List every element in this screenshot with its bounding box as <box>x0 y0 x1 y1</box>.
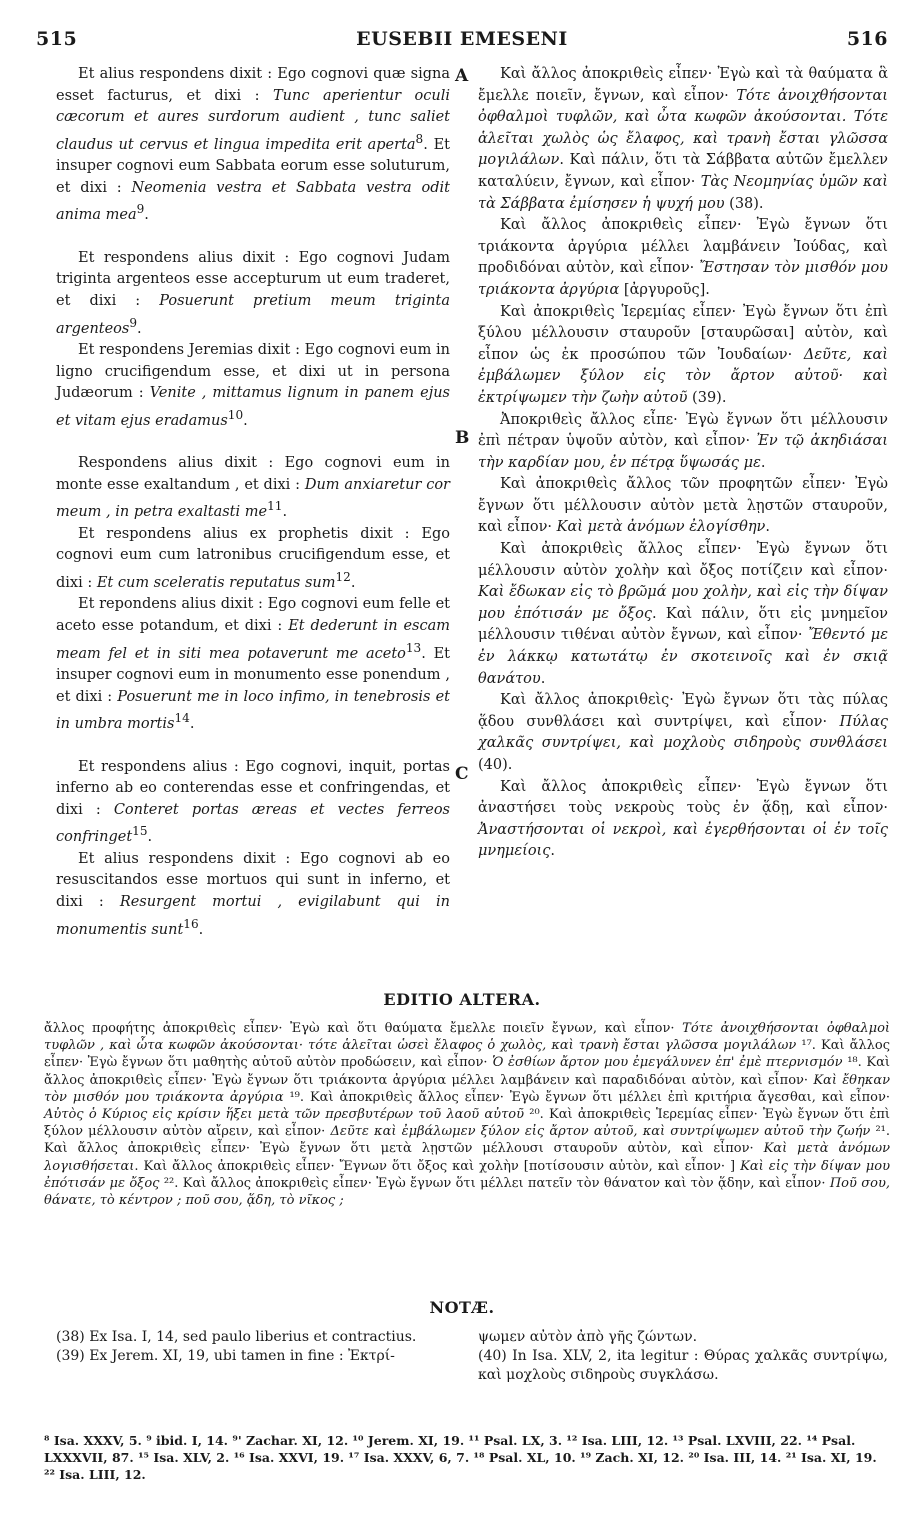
notae-heading: NOTÆ. <box>429 1298 495 1317</box>
greek-paragraph: Καὶ ἀποκριθεὶς Ἱερεμίας εἶπεν· Ἐγὼ ἔγνων ὅτι ἐπὶ ξύλου μέλλουσιν σταυροῦν [σταυρῶσαι] αὐτὸν, καὶ εἶπον ὡς ἐκ προσώπου τῶν Ἰουδαίων· Δεῦτε, καὶ ἐμβάλωμεν ξύλον εἰς τὸν ἄρτον αὐτοῦ· καὶ ἐκτρίψωμεν τὴν ζωὴν αὐτοῦ (39). <box>478 303 888 406</box>
latin-paragraph: Et alius respondens dixit : Ego cognovi quæ signa esset facturus, et dixi : Tunc aperientur oculi cæcorum et aures surdorum audient , tunc saliet claudus ut cervus et lingua impedita erit aperta$^8$. Et insuper cognovi eum Sabbata eorum esse soluturum, et dixi : Neomenia vestra et Sabbata vestra odit anima mea$^9$. <box>56 66 451 224</box>
latin-paragraph: Et respondens Jeremias dixit : Ego cognovi eum in ligno crucifigendum esse, et dixi ut in persona Judæorum : Venite , mittamus lignum in panem ejus et vitam ejus eradamus$^{10}$. <box>56 342 450 429</box>
greek-paragraph: Καὶ ἄλλος ἀποκριθεὶς· Ἐγὼ ἔγνων ὅτι τὰς πύλας ᾅδου συνθλάσει καὶ συντρίψει, καὶ εἶπον· Πύλας χαλκᾶς συντρίψει, καὶ μοχλοὺς σιδηροὺς συνθλάσει (40). <box>478 692 888 773</box>
notes-left <box>56 1328 450 1366</box>
greek-paragraph: Ἀποκριθεὶς ἄλλος εἶπε· Ἐγὼ ἔγνων ὅτι μέλλουσιν ἐπὶ πέτραν ὑψοῦν αὐτὸν, καὶ εἶπον· Ἐν τῷ ἀκηδιάσαι τὴν καρδίαν μου, ἐν πέτρᾳ ὕψωσάς με. <box>478 411 888 471</box>
running-title: EUSEBII EMESENI <box>356 28 568 50</box>
latin-paragraph: Et respondens alius : Ego cognovi, inquit, portas inferno ab eo conterendas esse et confringendas, et dixi : Conteret portas æreas et vectes ferreos confringet$^{15}$. <box>56 758 450 846</box>
greek-paragraph: Καὶ ἀποκριθεὶς ἄλλος τῶν προφητῶν εἶπεν· Ἐγὼ ἔγνων ὅτι μέλλουσιν αὐτὸν μετὰ λῃστῶν σταυροῦν, καὶ εἶπον· Καὶ μετὰ ἀνόμων ἐλογίσθην. <box>478 476 888 536</box>
note-39-continued: ψωμεν αὐτὸν ἀπὸ γῆς ζώντων. <box>478 1329 698 1345</box>
margin-letter-b: B <box>455 428 470 448</box>
note-38: (38) Ex Isa. I, 14, sed paulo liberius et contractius. <box>56 1329 417 1345</box>
greek-paragraph: Καὶ ἄλλος ἀποκριθεὶς εἶπεν· Ἐγὼ ἔγνων ὅτι τριάκοντα ἀργύρια μέλλει λαμβάνειν Ἰούδας, καὶ προδιδόναι αὐτὸν, καὶ εἶπον· Ἔστησαν τὸν μισθόν μου τριάκοντα ἀργύρια [ἀργυροῦς]. <box>478 217 889 298</box>
greek-paragraph: Καὶ ἄλλος ἀποκριθεὶς εἶπεν· Ἐγὼ καὶ τὰ θαύματα ἃ ἔμελλε ποιεῖν, ἔγνων, καὶ εἶπον· Τότε ἀνοιχθήσονται ὀφθαλμοὶ τυφλῶν, καὶ ὦτα κωφῶν ἀκούσονται. Τότε ἁλεῖται χωλὸς ὡς ἔλαφος, καὶ τρανὴ ἔσται γλῶσσα μογιλάλων. Καὶ πάλιν, ὅτι τὰ Σάββατα αὐτῶν ἔμελλεν καταλύειν, ἔγνων, καὶ εἶπον· Τὰς Νεομηνίας ὑμῶν καὶ τὰ Σάββατα ἐμίσησεν ἡ ψυχή μου (38). <box>478 66 888 212</box>
page-number-right: 516 <box>846 28 888 50</box>
notes-right <box>478 1328 888 1385</box>
latin-paragraph: Et respondens alius dixit : Ego cognovi Judam triginta argenteos esse accepturum ut eum traderet, et dixi : Posuerunt pretium meum triginta argenteos$^9$. <box>56 249 450 337</box>
margin-letter-c: C <box>455 764 469 784</box>
greek-column <box>478 64 888 863</box>
margin-letter-a: A <box>455 66 469 86</box>
note-39: (39) Ex Jerem. XI, 19, ubi tamen in fine : Ἐκτρί- <box>56 1348 395 1364</box>
latin-column <box>56 64 450 941</box>
latin-paragraph: Respondens alius dixit : Ego cognovi eum in monte esse exaltandum , et dixi : Dum anxiaretur cor meum , in petra exaltasti $me^{11}$. <box>56 455 450 521</box>
page-number-left: 515 <box>36 28 78 50</box>
greek-paragraph: Καὶ ἀποκριθεὶς ἄλλος εἶπεν· Ἐγὼ ἔγνων ὅτι μέλλουσιν αὐτὸν χολὴν καὶ ὄξος ποτίζειν καὶ εἶπον· Καὶ ἔδωκαν εἰς τὸ βρῶμά μου χολὴν, καὶ εἰς τὴν δίψαν μου ἐπότισάν με ὄξος. Καὶ πάλιν, ὅτι εἰς μνημεῖον μέλλουσιν τιθέναι αὐτὸν ἔγνων, καὶ εἶπον· Ἔθεντό με ἐν λάκκῳ κατωτάτῳ ἐν σκοτεινοῖς καὶ ἐν σκιᾷ θανάτου. <box>478 541 888 687</box>
note-40: (40) In Isa. XLV, 2, ita legitur : Θύρας χαλκᾶς συντρίψω, καὶ μοχλοὺς σιδηροὺς συγκλάσω. <box>478 1348 888 1383</box>
latin-paragraph: Et alius respondens dixit : Ego cognovi ab eo resuscitandos esse mortuos qui sunt in inferno, et dixi : Resurgent mortui , evigilabunt qui in monumentis sunt$^{16}$. <box>56 850 450 938</box>
latin-paragraph: Et respondens alius ex prophetis dixit : Ego cognovi eum cum latronibus crucifigendum esse, et dixi : Et cum sceleratis reputatus sum$^{12}$. <box>56 525 450 591</box>
latin-paragraph: Et repondens alius dixit : Ego cognovi eum felle et aceto esse potandum, et dixi : Et dederunt in escam meam fel et in siti mea potaverunt me aceto$^{13}$. Et insuper cognovi eum in monumento esse ponendum , et dixi : Posuerunt me in loco infimo, in tenebrosis et in umbra mortis$^{14}$. <box>56 596 450 733</box>
editio-altera-heading: EDITIO ALTERA. <box>383 990 541 1009</box>
greek-paragraph: Καὶ ἄλλος ἀποκριθεὶς εἶπεν· Ἐγὼ ἔγνων ὅτι ἀναστήσει τοὺς νεκροὺς τοὺς ἐν ᾅδῃ, καὶ εἶπον· Ἀναστήσονται οἱ νεκροὶ, καὶ ἐγερθήσονται οἱ ἐν τοῖς μνημείοις. <box>478 778 888 860</box>
editio-altera-text: ἄλλος προφήτης ἀποκριθεὶς εἶπεν· Ἐγὼ καὶ ὅτι θαύματα ἔμελλε ποιεῖν ἔγνων, καὶ εἶπον· Τότε ἀνοιχθήσονται ὀφθαλμοὶ τυφλῶν , καὶ ὦτα κωφῶν ἀκούσονται· τότε ἁλεῖται ὡσεὶ ἔλαφος ὁ χωλὸς, καὶ τρανὴ ἔσται γλῶσσα μογιλάλων ¹⁷. Καὶ ἄλλος εἶπεν· Ἐγὼ ἔγνων ὅτι μαθητὴς αὐτοῦ αὐτὸν προδώσειν, καὶ εἶπον· Ὁ ἐσθίων ἄρτον μου ἐμεγάλυνεν ἐπ' ἐμὲ πτερνισμόν ¹⁸. Καὶ ἄλλος ἀποκριθεὶς εἶπεν· Ἐγὼ ἔγνων ὅτι τριάκοντα ἀργύρια μέλλει λαμβάνειν καὶ παραδιδόναι αὐτὸν, καὶ εἶπον· Καὶ ἔθηκαν τὸν μισθόν μου τριάκοντα ἀργύρια ¹⁹. Καὶ ἀποκριθεὶς ἄλλος εἶπεν· Ἐγὼ ἔγνων ὅτι μέλλει ἐπὶ κριτήρια ἄγεσθαι, καὶ εἶπον· Αὐτὸς ὁ Κύριος εἰς κρίσιν ἥξει μετὰ τῶν πρεσβυτέρων τοῦ λαοῦ αὐτοῦ ²⁰. Καὶ ἀποκριθεὶς Ἱερεμίας εἶπεν· Ἐγὼ ἔγνων ὅτι ἐπὶ ξύλον μέλλουσιν αὐτὸν αἴρειν, καὶ εἶπον· Δεῦτε καὶ ἐμβάλωμεν ξύλον εἰς ἄρτον αὐτοῦ, καὶ συντρίψωμεν αὐτοῦ τὴν ζωήν ²¹. Καὶ ἄλλος ἀποκριθεὶς εἶπεν· Ἐγὼ ἔγνων ὅτι μετὰ λῃστῶν μέλλουσι σταυροῦν αὐτὸν, καὶ εἶπον· Καὶ μετὰ ἀνόμων λογισθήσεται. Καὶ ἄλλος ἀποκριθεὶς εἶπεν· Ἔγνων ὅτι ὄξος καὶ χολὴν [ποτίσουσιν αὐτὸν, καὶ εἶπον· ] Καὶ εἰς τὴν δίψαν μου ἐπότισάν με ὄξος ²². Καὶ ἄλλος ἀποκριθεὶς εἶπεν· Ἐγὼ ἔγνων ὅτι μέλλει πατεῖν τὸν θάνατον καὶ τὸν ᾅδην, καὶ εἶπον· Ποῦ σου, θάνατε, τὸ κέντρον ; ποῦ σου, ᾅδη, τὸ νῖκος ; <box>44 1021 891 1209</box>
scripture-footnotes: ⁸ Isa. XXXV, 5. ⁹ ibid. I, 14. ⁹' Zachar. XI, 12. ¹⁰ Jerem. XI, 19. ¹¹ Psal. LX, 3. ¹² Isa. LIII, 12. ¹³ Psal. LXVIII, 22. ¹⁴ Psal. LXXXVII, 87. ¹⁵ Isa. XLV, 2. ¹⁶ Isa. XXVI, 19. ¹⁷ Isa. XXXV, 6, 7. ¹⁸ Psal. XL, 10. ¹⁹ Zach. XI, 12. ²⁰ Isa. III, 14. ²¹ Isa. XI, 19. ²² Isa. LIII, 12. <box>44 1433 877 1482</box>
